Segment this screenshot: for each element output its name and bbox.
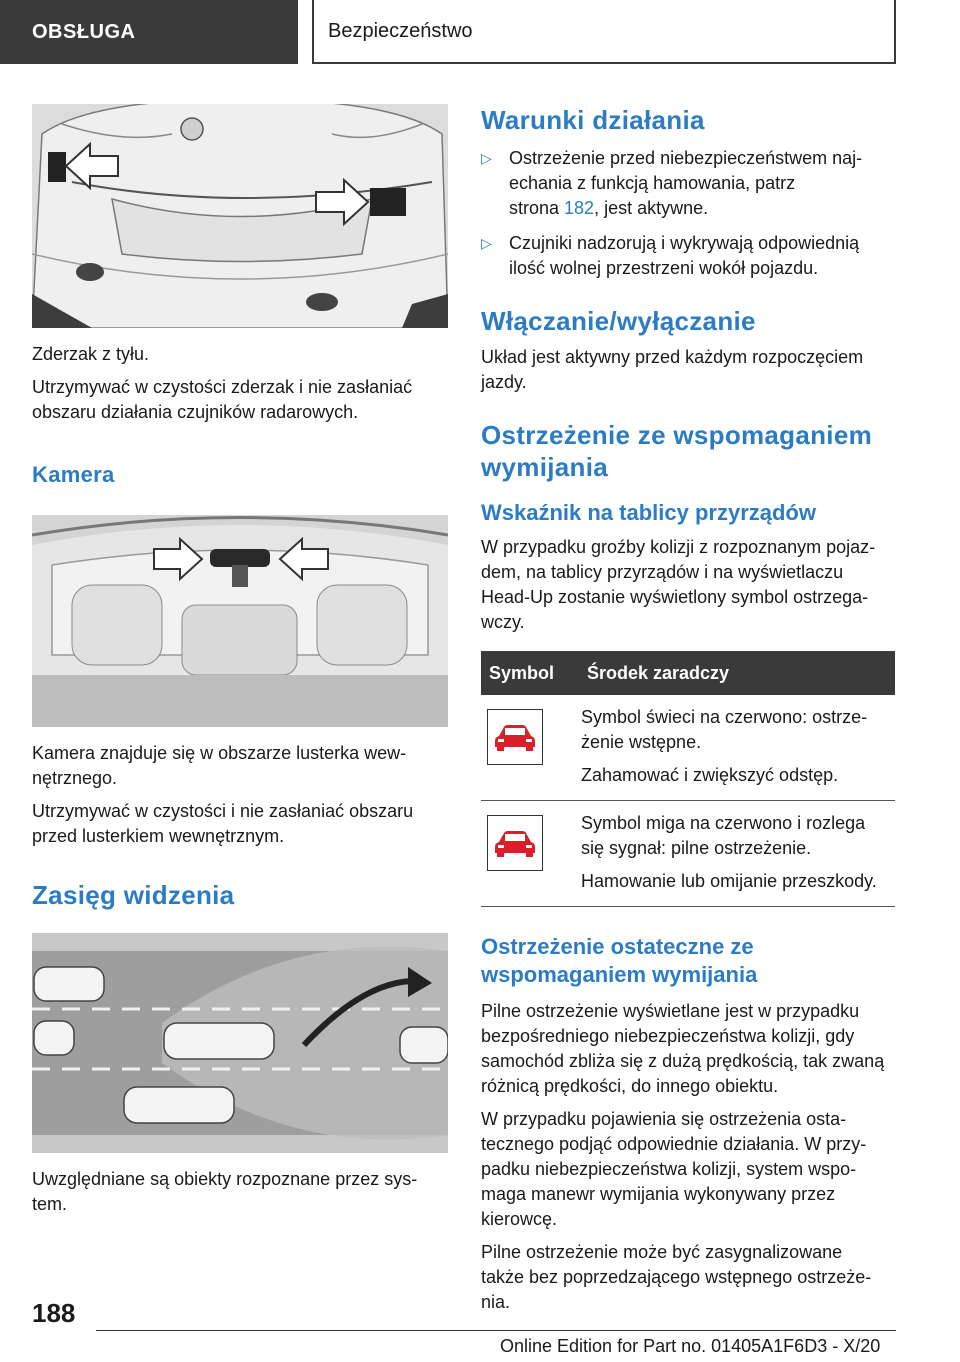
heading-final-warning: Ostrzeżenie ostateczne ze wspomaganiem wymijania [481, 934, 758, 987]
camera-location: Kamera znajduje się w obszarze lusterka wew- nętrznego. [32, 743, 407, 788]
heading-visibility-range: Zasięg widzenia [32, 880, 235, 910]
caption-rear-bumper: Zderzak z tyłu. [32, 344, 150, 364]
final-warning-p1: Pilne ostrzeżenie wyświetlane jest w przypadku bezpośredniego niebezpieczeństwa kolizji, gdy samochód zbliża się z dużą prędkością, tak zwaną różnicą prędkości, do innego obiektu. [481, 1001, 885, 1096]
left-column [32, 104, 448, 1217]
col-header-symbol: Symbol [481, 651, 575, 695]
camera-note: Utrzymywać w czystości i nie zasłaniać obszaru przed lusterkiem wewnętrznym. [32, 801, 414, 846]
right-column [481, 104, 895, 1315]
row-2-line-1: Symbol miga na czerwono i rozlega się sygnał: pilne ostrzeżenie. [581, 813, 866, 858]
section-tab-label: OBSŁUGA [32, 20, 136, 43]
symbol-table [481, 651, 895, 907]
table-row [481, 695, 895, 801]
section-tab [0, 0, 298, 64]
condition-item-1-text: Ostrzeżenie przed niebezpieczeństwem naj- echania z funkcją hamowania, patrz strona 182, jest aktywne. [509, 148, 863, 218]
page-number: 188 [32, 1298, 76, 1328]
condition-item-1 [481, 146, 895, 221]
table-row [481, 801, 895, 907]
red-car-warning-icon [487, 709, 543, 765]
final-warning-p2: W przypadku pojawienia się ostrzeżenia osta- tecznego podjąć odpowiednie działania. W przy- padku niebezpieczeństwa kolizji, system wspo- maga manewr wymijania wykonywany przez kierowcę. [481, 1109, 867, 1229]
chapter-header [312, 0, 896, 64]
footer-divider [96, 1330, 896, 1331]
range-note: Uwzględniane są obiekty rozpoznane przez sys- tem. [32, 1169, 418, 1214]
heading-operating-conditions: Warunki działania [481, 105, 705, 135]
final-warning-p3: Pilne ostrzeżenie może być zasygnalizowane także bez poprzedzającego wstępnego ostrzeże- nia. [481, 1242, 872, 1312]
edition-text: Online Edition for Part no. 01405A1F6D3 - X/20 [500, 1336, 881, 1356]
row-2-line-2: Hamowanie lub omijanie przeszkody. [581, 871, 877, 891]
col-header-action: Środek zaradczy [575, 651, 895, 695]
red-car-warning-icon [487, 815, 543, 871]
heading-instrument-cluster: Wskaźnik na tablicy przyrządów [481, 500, 816, 525]
bullet-triangle-icon: ▷ [481, 150, 492, 166]
condition-item-2-text: Czujniki nadzorują i wykrywają odpowiednią ilość wolnej przestrzeni wokół pojazdu. [509, 233, 860, 278]
on-off-text: Układ jest aktywny przed każdym rozpoczęciem jazdy. [481, 347, 864, 392]
bullet-triangle-icon: ▷ [481, 235, 492, 251]
condition-item-2 [481, 231, 895, 281]
row-1-line-2: Zahamować i zwiększyć odstęp. [581, 765, 839, 785]
heading-camera: Kamera [32, 462, 115, 487]
camera-mirror-illustration [32, 515, 448, 727]
chapter-title: Bezpieczeństwo [328, 19, 473, 42]
bumper-note: Utrzymywać w czystości zderzak i nie zasłaniać obszaru działania czujników radarowych. [32, 377, 413, 422]
rear-bumper-illustration [32, 104, 448, 328]
visibility-range-illustration [32, 933, 448, 1153]
heading-evasion-warning: Ostrzeżenie ze wspomaganiem wymijania [481, 420, 873, 482]
page-ref-link[interactable]: 182 [564, 198, 595, 218]
instrument-text: W przypadku groźby kolizji z rozpoznanym pojaz- dem, na tablicy przyrządów i na wyświetlaczu Head-Up zostanie wyświetlony symbol ostrzega- wczy. [481, 537, 876, 632]
row-1-line-1: Symbol świeci na czerwono: ostrze- żenie wstępne. [581, 707, 868, 752]
heading-on-off: Włączanie/wyłączanie [481, 306, 756, 336]
